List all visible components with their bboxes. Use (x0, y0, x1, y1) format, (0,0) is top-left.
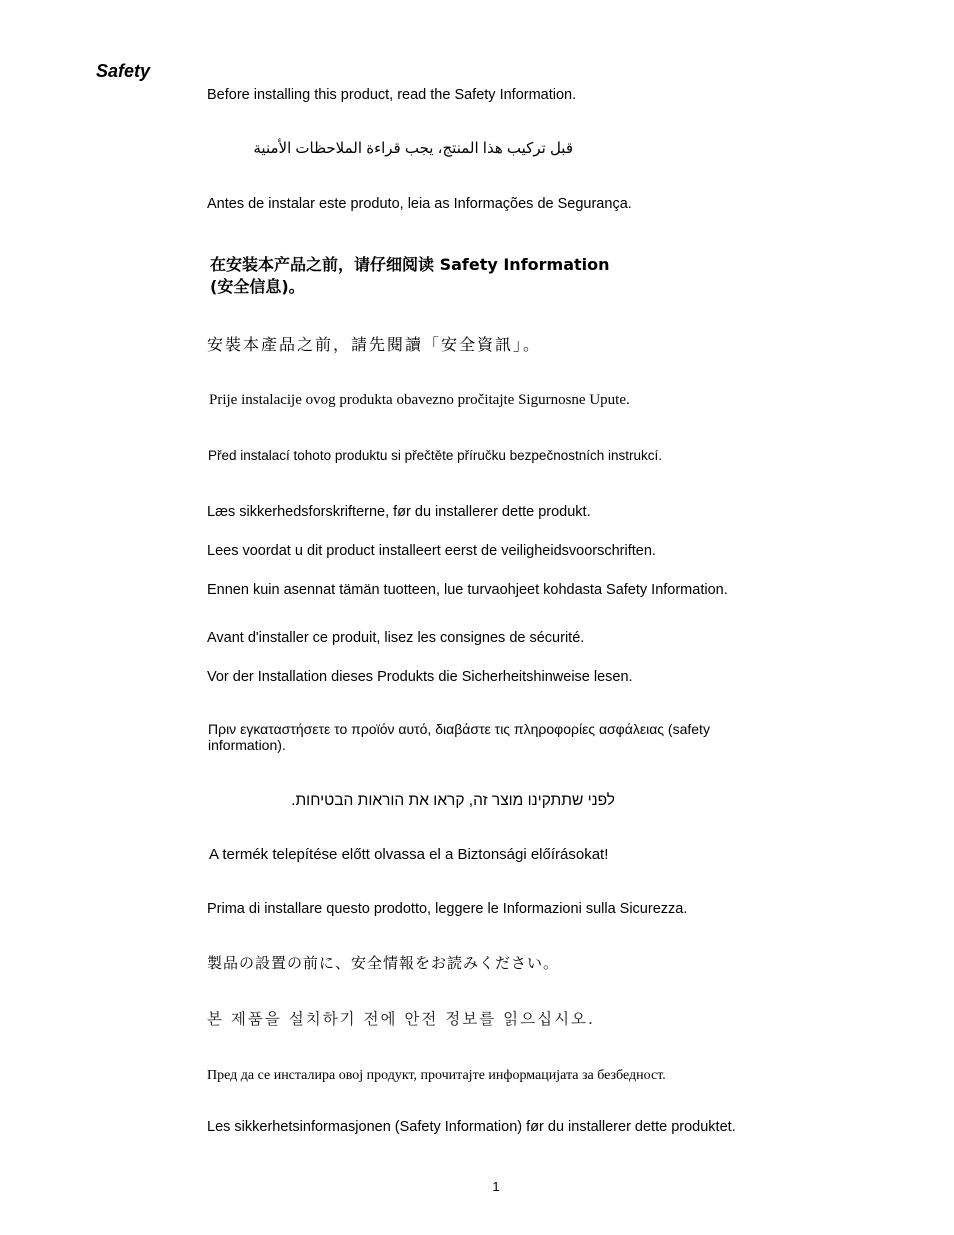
safety-notice-norwegian: Les sikkerhetsinformasjonen (Safety Information) før du installerer dette produktet. (207, 1119, 736, 1135)
safety-notice-portuguese: Antes de instalar este produto, leia as Informações de Segurança. (207, 196, 632, 212)
safety-notice-croatian: Prije instalacije ovog produkta obavezno pročitajte Sigurnosne Upute. (209, 392, 630, 408)
safety-notice-italian: Prima di installare questo prodotto, leggere le Informazioni sulla Sicurezza. (207, 901, 688, 917)
safety-notice-hebrew: לפני שתתקינו מוצר זה, קראו את הוראות הבטיחות. (291, 792, 615, 809)
safety-notice-german: Vor der Installation dieses Produkts die Sicherheitshinweise lesen. (207, 669, 633, 685)
safety-notice-greek: Πριν εγκαταστήσετε το προϊόν αυτό, διαβάστε τις πληροφορίες ασφάλειας (safety information). (208, 721, 710, 753)
safety-notice-korean: 본 제품을 설치하기 전에 안전 정보를 읽으십시오. (207, 1010, 595, 1028)
safety-notice-dutch: Lees voordat u dit product installeert eerst de veiligheidsvoorschriften. (207, 543, 656, 559)
safety-notice-macedonian: Пред да се инсталира овој продукт, прочитајте информацијата за безбедност. (207, 1068, 666, 1083)
safety-notice-french: Avant d'installer ce produit, lisez les consignes de sécurité. (207, 630, 585, 646)
safety-notice-traditional-chinese: 安裝本產品之前，請先閱讀「安全資訊」。 (207, 335, 542, 354)
safety-notice-english: Before installing this product, read the Safety Information. (207, 87, 577, 103)
safety-notice-danish: Læs sikkerhedsforskrifterne, før du installerer dette produkt. (207, 504, 591, 520)
safety-notice-simplified-chinese: 在安装本产品之前，请仔细阅读 Safety Information (安全信息)。 (210, 255, 610, 296)
section-heading: Safety (96, 61, 151, 81)
safety-notice-finnish: Ennen kuin asennat tämän tuotteen, lue turvaohjeet kohdasta Safety Information. (207, 582, 728, 598)
page-number: 1 (492, 1179, 500, 1194)
safety-notice-hungarian: A termék telepítése előtt olvassa el a Biztonsági előírásokat! (209, 846, 609, 863)
safety-notice-czech: Před instalací tohoto produktu si přečtěte příručku bezpečnostních instrukcí. (208, 448, 662, 463)
safety-notice-arabic: قبل تركيب هذا المنتج، يجب قراءة الملاحظات الأمنية (253, 140, 573, 157)
safety-notice-japanese: 製品の設置の前に、安全情報をお読みください。 (207, 954, 560, 972)
